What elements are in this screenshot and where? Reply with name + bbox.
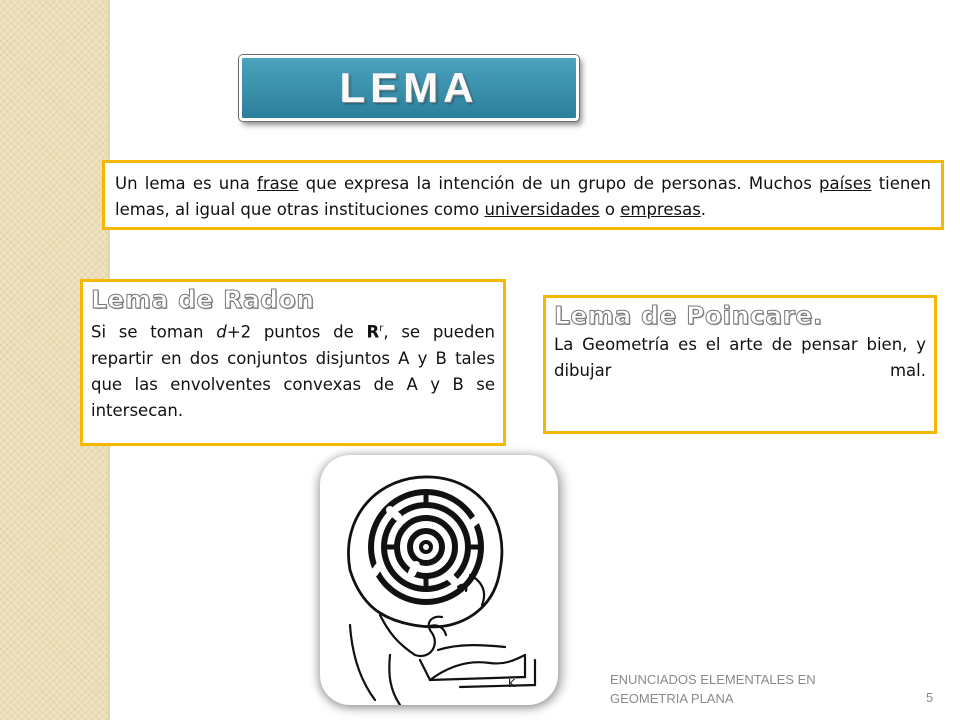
radon-text-3: , se pueden repartir en dos conjuntos disjuntos A y B tales que las envolventes convexas de A y B se intersecan.	[91, 322, 495, 420]
intro-box	[102, 160, 944, 230]
page-number: 5	[926, 690, 934, 705]
footer-text	[610, 670, 850, 708]
intro-text-3: tienen lemas, al igual que otras instituciones como	[115, 174, 931, 219]
footer-line-2: GEOMETRIA PLANA	[610, 691, 734, 706]
maze-head-illustration	[320, 455, 558, 705]
intro-text-1: Un lema es una	[115, 174, 258, 193]
link-empresas[interactable]: empresas	[620, 200, 701, 219]
footer-line-1: ENUNCIADOS ELEMENTALES EN	[610, 672, 816, 687]
link-paises[interactable]: países	[818, 174, 872, 193]
radon-d: d	[216, 322, 227, 342]
radon-sup: r	[379, 323, 384, 334]
radon-text-1: Si se toman	[91, 322, 217, 342]
cartoon-signature: K	[508, 677, 516, 690]
link-universidades[interactable]: universidades	[484, 200, 600, 219]
poincare-body: La Geometría es el arte de pensar bien, y dibujar mal.	[554, 335, 926, 380]
link-frase[interactable]: frase	[257, 174, 299, 193]
radon-body	[91, 316, 495, 424]
radon-text-2: +2 puntos de	[226, 322, 367, 342]
intro-text-5: .	[700, 200, 707, 219]
radon-R: R	[366, 322, 380, 342]
cartoon-image	[320, 455, 558, 705]
intro-text-4: o	[599, 200, 621, 219]
intro-text-2: que expresa la intención de un grupo de personas. Muchos	[298, 174, 819, 193]
poincare-heading: Lema de Poincare.	[554, 301, 823, 330]
radon-box	[80, 279, 506, 446]
slide-title: LEMA	[339, 64, 479, 111]
poincare-box	[543, 295, 937, 434]
radon-heading: Lema de Radon	[91, 285, 315, 314]
title-banner	[239, 55, 579, 121]
